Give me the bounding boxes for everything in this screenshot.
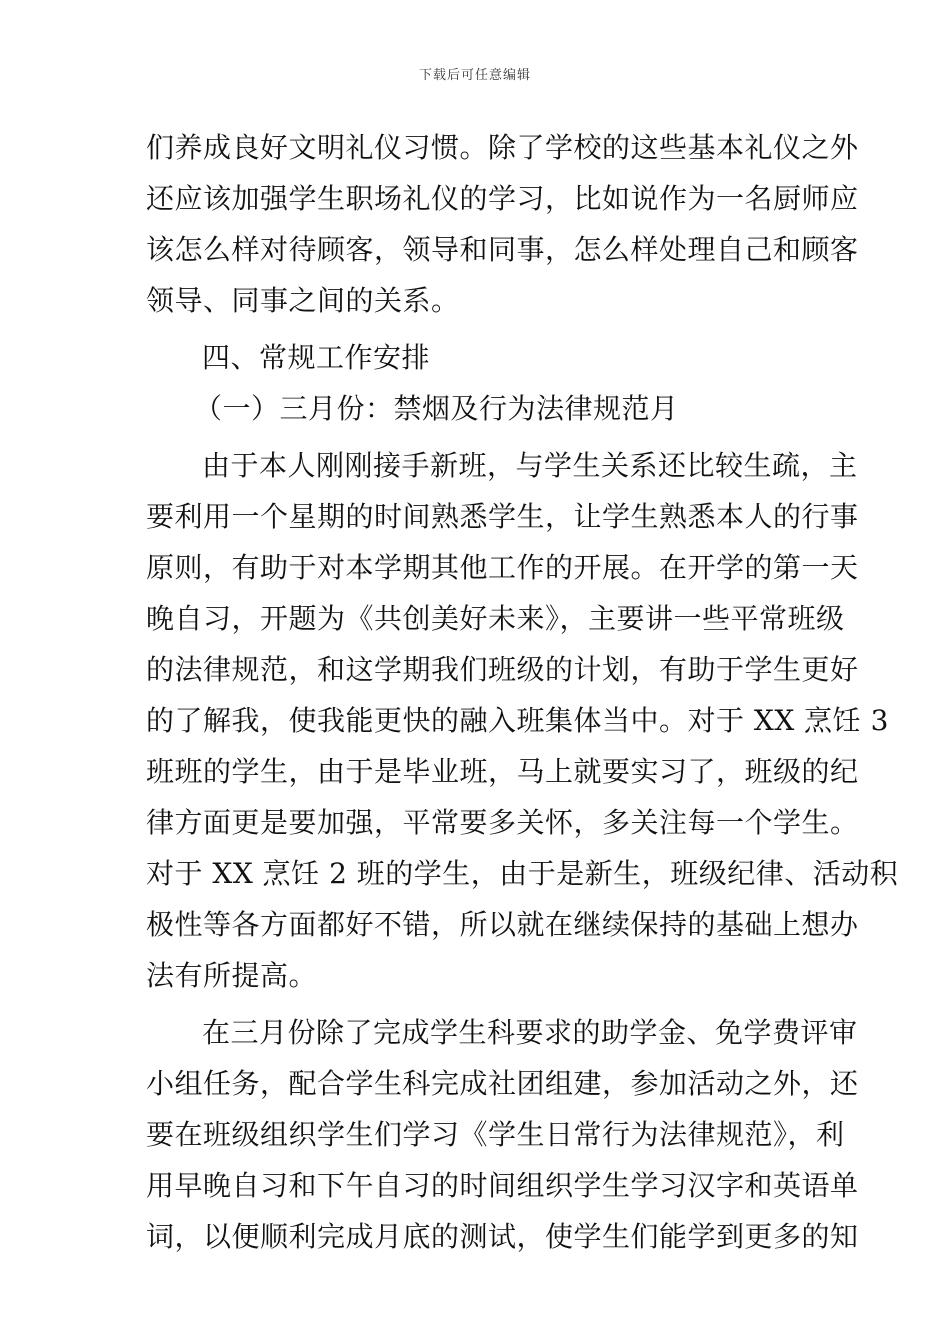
text-line: 用早晚自习和下午自习的时间组织学生学习汉字和英语单 bbox=[146, 1169, 859, 1202]
paragraph-etiquette bbox=[146, 122, 859, 326]
text-line: 班班的学生，由于是毕业班，马上就要实习了，班级的纪 bbox=[146, 755, 859, 788]
text-line: 的了解我，使我能更快的融入班集体当中。对于 XX 烹饪 3 bbox=[146, 704, 889, 737]
text-line: 领导、同事之间的关系。 bbox=[146, 284, 460, 317]
text-line: 小组任务，配合学生科完成社团组建，参加活动之外，还 bbox=[146, 1067, 859, 1100]
text-line: 由于本人刚刚接手新班，与学生关系还比较生疏，主 bbox=[202, 449, 858, 482]
text-line: 该怎么样对待顾客，领导和同事，怎么样处理自己和顾客 bbox=[146, 233, 859, 266]
text-line: 们养成良好文明礼仪习惯。除了学校的这些基本礼仪之外 bbox=[146, 131, 859, 164]
text-line: 原则，有助于对本学期其他工作的开展。在开学的第一天 bbox=[146, 551, 859, 584]
text-line: 法有所提高。 bbox=[146, 959, 318, 992]
text-line: 还应该加强学生职场礼仪的学习，比如说作为一名厨师应 bbox=[146, 182, 859, 215]
text-line: 要在班级组织学生们学习《学生日常行为法律规范》，利 bbox=[146, 1118, 845, 1151]
subsection-heading-march bbox=[146, 383, 806, 434]
text-line: 要利用一个星期的时间熟悉学生，让学生熟悉本人的行事 bbox=[146, 500, 859, 533]
text-line: 极性等各方面都好不错，所以就在继续保持的基础上想办 bbox=[146, 908, 859, 941]
document-body bbox=[146, 122, 899, 1262]
text-line: 词，以便顺利完成月底的测试，使学生们能学到更多的知 bbox=[146, 1220, 859, 1253]
paragraph-march-tasks bbox=[146, 1007, 859, 1262]
text-line: 在三月份除了完成学生科要求的助学金、免学费评审 bbox=[202, 1016, 858, 1049]
subsection-heading: （一）三月份：禁烟及行为法律规范月 bbox=[194, 392, 679, 425]
section-heading: 四、常规工作安排 bbox=[202, 341, 431, 374]
text-line: 律方面更是要加强，平常要多关怀，多关注每一个学生。 bbox=[146, 806, 859, 839]
paragraph-new-class bbox=[146, 440, 899, 1001]
page-header: 下载后可任意编辑 bbox=[418, 68, 531, 83]
section-heading-routine-work bbox=[146, 332, 806, 383]
text-line: 对于 XX 烹饪 2 班的学生，由于是新生，班级纪律、活动积 bbox=[146, 857, 899, 890]
text-line: 的法律规范，和这学期我们班级的计划，有助于学生更好 bbox=[146, 653, 859, 686]
text-line: 晚自习，开题为《共创美好未来》，主要讲一些平常班级 bbox=[146, 602, 845, 635]
